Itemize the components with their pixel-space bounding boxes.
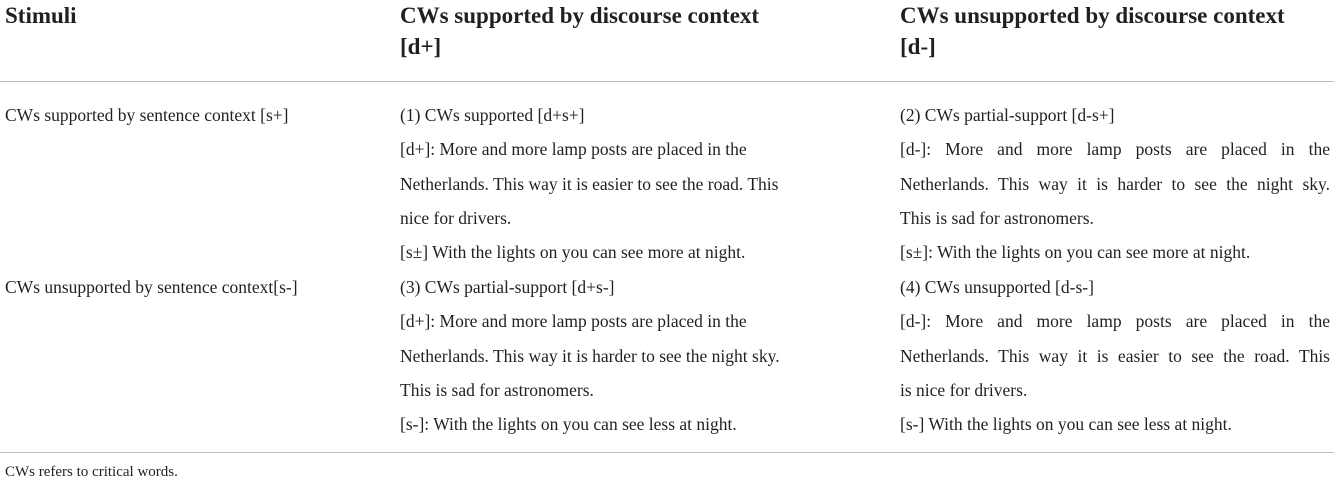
table-footnote: CWs refers to critical words. xyxy=(5,464,178,480)
cell-d-plus-s-plus xyxy=(400,98,830,269)
sentence-line: [s±] With the lights on you can see more at night. xyxy=(400,242,746,263)
cell-d-plus-s-minus xyxy=(400,270,830,441)
discourse-line: Netherlands. This way it is easier to see the road. This xyxy=(400,173,779,194)
discourse-line: [d+]: More and more lamp posts are placed in the xyxy=(400,139,747,160)
table-header-row xyxy=(0,0,1334,82)
cell-title: (2) CWs partial-support [d-s+] xyxy=(900,105,1115,125)
header-discourse-unsupported-line2: [d-] xyxy=(900,34,936,59)
cell-title: (1) CWs supported [d+s+] xyxy=(400,105,585,125)
header-stimuli-label: Stimuli xyxy=(5,3,77,28)
header-stimuli xyxy=(5,0,375,31)
row-label-text: CWs supported by sentence context [s+] xyxy=(5,105,289,125)
sentence-line: [s-] With the lights on you can see less at night. xyxy=(900,414,1232,435)
discourse-line: Netherlands. This way it is harder to see the night sky. xyxy=(400,345,780,366)
cell-d-minus-s-plus xyxy=(900,98,1330,269)
table-bottom-divider xyxy=(0,452,1334,453)
row-label xyxy=(5,98,385,132)
header-discourse-unsupported xyxy=(900,0,1330,62)
discourse-line: [d-]: More and more lamp posts are placed in the xyxy=(900,311,1330,332)
header-discourse-supported xyxy=(400,0,840,62)
sentence-line: [s±]: With the lights on you can see more at night. xyxy=(900,242,1251,263)
discourse-line: nice for drivers. xyxy=(400,207,512,228)
discourse-line: is nice for drivers. xyxy=(900,379,1028,400)
row-label-text: CWs unsupported by sentence context[s-] xyxy=(5,277,298,297)
row-label xyxy=(5,270,385,304)
header-discourse-supported-line1: CWs supported by discourse context xyxy=(400,3,760,28)
header-discourse-supported-line2: [d+] xyxy=(400,34,442,59)
discourse-line: This is sad for astronomers. xyxy=(400,379,594,400)
cell-title: (3) CWs partial-support [d+s-] xyxy=(400,277,615,297)
discourse-line: [d+]: More and more lamp posts are placed in the xyxy=(400,311,747,332)
discourse-line: Netherlands. This way it is harder to see the night sky. xyxy=(900,173,1330,194)
discourse-line: This is sad for astronomers. xyxy=(900,207,1094,228)
header-divider xyxy=(0,81,1334,82)
cell-d-minus-s-minus xyxy=(900,270,1330,441)
discourse-line: Netherlands. This way it is easier to see the road. This xyxy=(900,345,1330,366)
sentence-line: [s-]: With the lights on you can see less at night. xyxy=(400,414,737,435)
discourse-line: [d-]: More and more lamp posts are placed in the xyxy=(900,139,1330,160)
cell-title: (4) CWs unsupported [d-s-] xyxy=(900,277,1094,297)
header-discourse-unsupported-line1: CWs unsupported by discourse context xyxy=(900,3,1285,28)
